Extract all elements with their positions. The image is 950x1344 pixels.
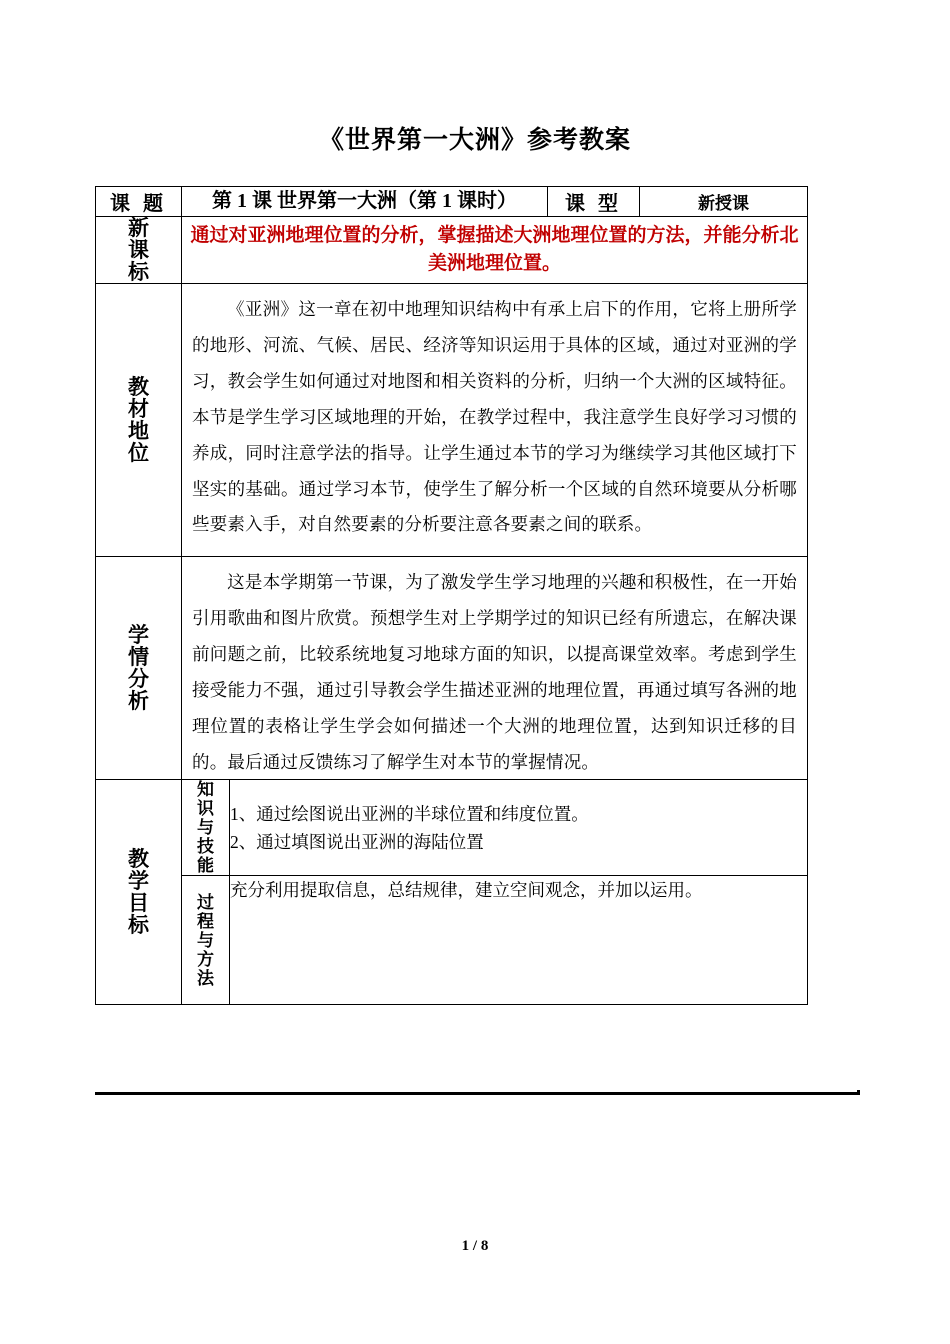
student-analysis-paragraph: 这是本学期第一节课，为了激发学生学习地理的兴趣和积极性，在一开始引用歌曲和图片欣赏。预想学生对上学期学过的知识已经有所遗忘，在解决课前问题之前，比较系统地复习地球方面的知识，以提高课堂效率。考虑到学生接受能力不强，通过引导教会学生描述亚洲的地理位置，再通过填写各洲的地理位置的表格让学生学会如何描述一个大洲的地理位置，达到知识迁移的目的。最后通过反馈练习了解学生对本节的掌握情况。 — [192, 572, 797, 772]
lesson-type-label: 课 型 — [548, 187, 640, 217]
student-analysis-char-4: 析 — [128, 689, 149, 714]
table-row-standard — [96, 217, 808, 284]
table-row-goal-process — [96, 876, 808, 1005]
material-position-text — [182, 284, 807, 545]
goal-process-char-3: 与 — [197, 930, 214, 950]
new-standard-label-char-3: 标 — [128, 260, 149, 285]
goal-process-char-1: 过 — [197, 892, 214, 912]
table-row-goal-knowledge — [96, 780, 808, 876]
page-footer: 1 / 8 — [461, 1238, 489, 1254]
student-analysis-clip — [182, 557, 807, 779]
goal-knowledge-char-4: 技 — [197, 837, 214, 857]
lesson-plan-table — [95, 186, 808, 1005]
student-analysis-label — [96, 557, 182, 780]
teaching-goals-char-4: 标 — [128, 913, 149, 938]
material-position-char-2: 材 — [128, 397, 149, 422]
goal-process-char-4: 方 — [197, 949, 214, 969]
material-position-char-3: 地 — [128, 419, 149, 444]
goal-process-char-2: 程 — [197, 911, 214, 931]
material-position-clip — [182, 284, 807, 556]
material-position-char-1: 教 — [128, 375, 149, 400]
new-standard-label-char-2: 课 — [128, 238, 149, 263]
goal-process-label — [182, 876, 230, 1005]
new-standard-label-char-1: 新 — [128, 216, 149, 240]
goal-knowledge-line-1: 1、通过绘图说出亚洲的半球位置和纬度位置。 — [230, 803, 589, 824]
teaching-goals-char-3: 目 — [128, 891, 149, 916]
goal-process-text: 充分利用提取信息，总结规律，建立空间观念，并加以运用。 — [230, 876, 808, 1005]
teaching-goals-char-1: 教 — [128, 847, 149, 872]
goal-knowledge-char-1: 知 — [197, 780, 214, 800]
goal-process-char-5: 法 — [197, 968, 214, 988]
goal-knowledge-char-5: 能 — [197, 856, 214, 876]
material-position-cell — [182, 284, 808, 557]
goal-knowledge-text — [230, 780, 808, 876]
lesson-type-value: 新授课 — [640, 187, 808, 217]
student-analysis-text — [182, 557, 807, 779]
table-row-topic — [96, 187, 808, 217]
teaching-goals-char-2: 学 — [128, 869, 149, 894]
student-analysis-cell — [182, 557, 808, 780]
material-position-char-4: 位 — [128, 441, 149, 466]
student-analysis-char-1: 学 — [128, 623, 149, 648]
material-position-paragraph: 《亚洲》这一章在初中地理知识结构中有承上启下的作用，它将上册所学的地形、河流、气候、居民、经济等知识运用于具体的区域，通过对亚洲的学习，教会学生如何通过对地图和相关资料的分析，归纳一个大洲的区域特征。本节是学生学习区域地理的开始，在教学过程中，我注意学生良好学习习惯的养成，同时注意学法的指导。让学生通过本节的学习为继续学习其他区域打下坚实的基础。通过学习本节，使学生了解分析一个区域的自然环境要从分析哪些要素入手，对自然要素的分析要注意各要素之间的联系。 — [192, 299, 797, 535]
student-analysis-char-3: 分 — [128, 667, 149, 692]
page-bottom-rule — [95, 1092, 860, 1095]
student-analysis-char-2: 情 — [128, 645, 149, 670]
page-right-rule — [857, 1090, 860, 1095]
topic-label: 课 题 — [96, 187, 182, 217]
new-standard-label — [96, 217, 182, 284]
material-position-label — [96, 284, 182, 557]
goal-knowledge-line-2: 2、通过填图说出亚洲的海陆位置 — [230, 831, 484, 852]
goal-knowledge-label — [182, 780, 230, 876]
teaching-goals-label — [96, 780, 182, 1005]
page-title: 《世界第一大洲》参考教案 — [318, 127, 631, 154]
goal-knowledge-char-3: 与 — [197, 818, 214, 838]
topic-value: 第 1 课 世界第一大洲（第 1 课时） — [182, 187, 548, 217]
goal-knowledge-char-2: 识 — [197, 799, 214, 819]
new-standard-text: 通过对亚洲地理位置的分析，掌握描述大洲地理位置的方法，并能分析北美洲地理位置。 — [182, 217, 808, 284]
table-row-material-position — [96, 284, 808, 557]
table-row-student-analysis — [96, 557, 808, 780]
